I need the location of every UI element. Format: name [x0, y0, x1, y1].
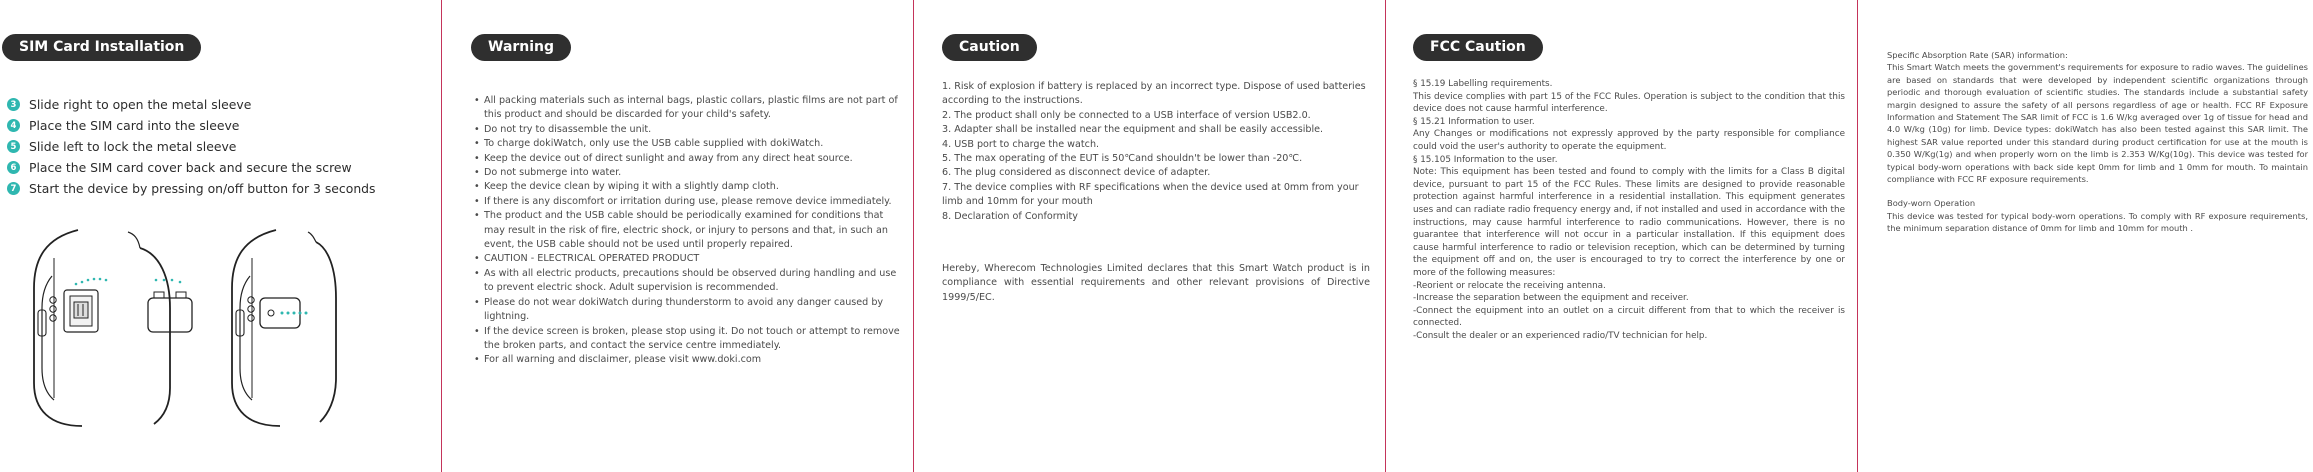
- watch-sim-closed-illustration: [228, 228, 428, 428]
- list-item: 1. Risk of explosion if battery is replaced by an incorrect type. Dispose of used batteries according to the instructions.: [942, 81, 1366, 107]
- step-text: Start the device by pressing on/off button for 3 seconds: [29, 181, 376, 196]
- step-text: Place the SIM card into the sleeve: [29, 118, 240, 133]
- bodyworn-body: This device was tested for typical body-worn operations. To comply with RF exposure requirements, the minimum separation distance of 0mm for limb and 10mm for mouth .: [1887, 210, 2308, 234]
- fcc-paragraph: Note: This equipment has been tested and found to comply with the limits for a Class B digital device, pursuant to part 15 of the FCC Rules. These limits are designed to provide reasonable protection against harmful interference in a residential installation. This equipment generates uses and can radiate radio frequency energy and, if not installed and used in accordance with the instructions, may cause harmful interference to radio communications. However, there is no guarantee that interference will not occur in a particular installation. If this equipment does cause harmful interference to radio or television reception, which can be determined by turning the equipment off and on, the user is encouraged to try to correct the interference by one or more of the following measures:: [1413, 167, 1845, 278]
- sar-panel: [1858, 0, 2313, 472]
- warning-title-badge: Warning: [471, 34, 571, 61]
- fcc-measure: -Increase the separation between the equipment and receiver.: [1413, 293, 1689, 304]
- sim-steps-list: [7, 94, 376, 199]
- list-item: 2. The product shall only be connected to a USB interface of version USB2.0.: [942, 109, 1311, 121]
- step-text: Slide right to open the metal sleeve: [29, 97, 252, 112]
- list-item: • The product and the USB cable should be periodically examined for conditions that may result in the risk of fire, electric shock, or injury to persons and that, in such an event, the USB cable should not be used until properly repaired.: [474, 209, 900, 252]
- step-number-badge: 4: [7, 119, 20, 132]
- warning-text: [474, 94, 900, 368]
- fcc-section-heading: § 15.21 Information to user.: [1413, 116, 1535, 127]
- warning-panel: [442, 0, 913, 472]
- fcc-measure: -Consult the dealer or an experienced radio/TV technician for help.: [1413, 330, 1708, 341]
- list-item: • Keep the device out of direct sunlight and away from any direct heat source.: [474, 152, 900, 166]
- list-item: 4. USB port to charge the watch.: [942, 138, 1100, 150]
- fcc-text: [1413, 78, 1845, 342]
- fcc-measure: -Reorient or relocate the receiving antenna.: [1413, 280, 1606, 291]
- fcc-panel: [1386, 0, 1857, 472]
- fcc-paragraph: Any Changes or modifications not expressly approved by the party responsible for compliance could void the user's authority to operate the equipment.: [1413, 129, 1845, 152]
- step-text: Place the SIM card cover back and secure the screw: [29, 160, 352, 175]
- list-item: 8. Declaration of Conformity: [942, 210, 1078, 222]
- list-item: • Do not try to disassemble the unit.: [474, 123, 900, 137]
- step-number-badge: 6: [7, 161, 20, 174]
- sar-body: This Smart Watch meets the government's requirements for exposure to radio waves. The guidelines are based on standards that were developed by independent scientific organizations through periodic and thorough evaluation of scientific studies. The standards include a substantial safety margin designed to assure the safety of all persons regardless of age or health. FCC RF Exposure Information and Statement The SAR limit of FCC is 1.6 W/kg averaged over 1g of tissue for head and 4.0 W/kg (10g) for limb. Device types: dokiWatch has also been tested against this SAR limit. The highest SAR value reported under this standard during product certification for use at the mouth is 0.350 W/Kg(1g) and when properly worn on the limb is 2.353 W/Kg(10g). This device was tested for typical body-worn operations with back side kept 0mm for limb and 1 0mm for mouth. To maintain compliance with FCC RF exposure requirements.: [1887, 62, 2308, 185]
- bodyworn-heading: Body-worn Operation: [1887, 198, 1976, 209]
- list-item: [7, 157, 376, 178]
- list-item: 3. Adapter shall be installed near the equipment and shall be easily accessible.: [942, 124, 1324, 136]
- list-item: [7, 115, 376, 136]
- step-number-badge: 5: [7, 140, 20, 153]
- declaration-text: Hereby, Wherecom Technologies Limited declares that this Smart Watch product is in compliance with essential requirements and other relevant provisions of Directive 1999/5/EC.: [942, 263, 1370, 303]
- step-text: Slide left to lock the metal sleeve: [29, 139, 237, 154]
- list-item: 6. The plug considered as disconnect device of adapter.: [942, 167, 1211, 179]
- list-item: [7, 178, 376, 199]
- list-item: 7. The device complies with RF specifications when the device used at 0mm from your limb and 10mm for your mouth: [942, 181, 1359, 208]
- list-item: • Please do not wear dokiWatch during thunderstorm to avoid any danger caused by lightning.: [474, 296, 900, 325]
- list-item: • CAUTION - ELECTRICAL OPERATED PRODUCT: [474, 252, 900, 266]
- list-item: • Keep the device clean by wiping it with a slightly damp cloth.: [474, 180, 900, 194]
- warning-list: [474, 94, 900, 368]
- sim-title-badge: SIM Card Installation: [2, 34, 201, 61]
- list-item: [7, 136, 376, 157]
- step-number-badge: 3: [7, 98, 20, 111]
- list-item: • All packing materials such as internal bags, plastic collars, plastic films are not part of this product and should be discarded for your child's safety.: [474, 94, 900, 123]
- list-item: • If there is any discomfort or irritation during use, please remove device immediately.: [474, 195, 900, 209]
- list-item: • Do not submerge into water.: [474, 166, 900, 180]
- caution-list: [942, 80, 1370, 224]
- list-item: 5. The max operating of the EUT is 50℃and shouldn't be lower than -20℃.: [942, 153, 1303, 165]
- watch-sim-open-illustration: [30, 228, 230, 428]
- sim-panel: [0, 0, 441, 472]
- fcc-measure: -Connect the equipment into an outlet on a circuit different from that to which the receiver is connected.: [1413, 305, 1845, 329]
- fcc-paragraph: This device complies with part 15 of the FCC Rules. Operation is subject to the condition that this device does not cause harmful interference.: [1413, 91, 1845, 115]
- sar-heading: Specific Absorption Rate (SAR) information:: [1887, 50, 2068, 60]
- list-item: • To charge dokiWatch, only use the USB cable supplied with dokiWatch.: [474, 137, 900, 151]
- list-item: [7, 94, 376, 115]
- fcc-section-heading: § 15.19 Labelling requirements.: [1413, 79, 1553, 89]
- caution-title-badge: Caution: [942, 34, 1037, 61]
- sar-text: [1887, 49, 2308, 235]
- caution-text: [942, 80, 1370, 224]
- fcc-section-heading: § 15.105 Information to the user.: [1413, 154, 1558, 165]
- list-item: • As with all electric products, precautions should be observed during handling and use to prevent electric shock. Adult supervision is recommended.: [474, 267, 900, 296]
- caution-panel: [914, 0, 1385, 472]
- list-item: • For all warning and disclaimer, please visit www.doki.com: [474, 353, 900, 367]
- list-item: • If the device screen is broken, please stop using it. Do not touch or attempt to remove the broken parts, and contact the service centre immediately.: [474, 325, 900, 354]
- fcc-title-badge: FCC Caution: [1413, 34, 1543, 61]
- step-number-badge: 7: [7, 182, 20, 195]
